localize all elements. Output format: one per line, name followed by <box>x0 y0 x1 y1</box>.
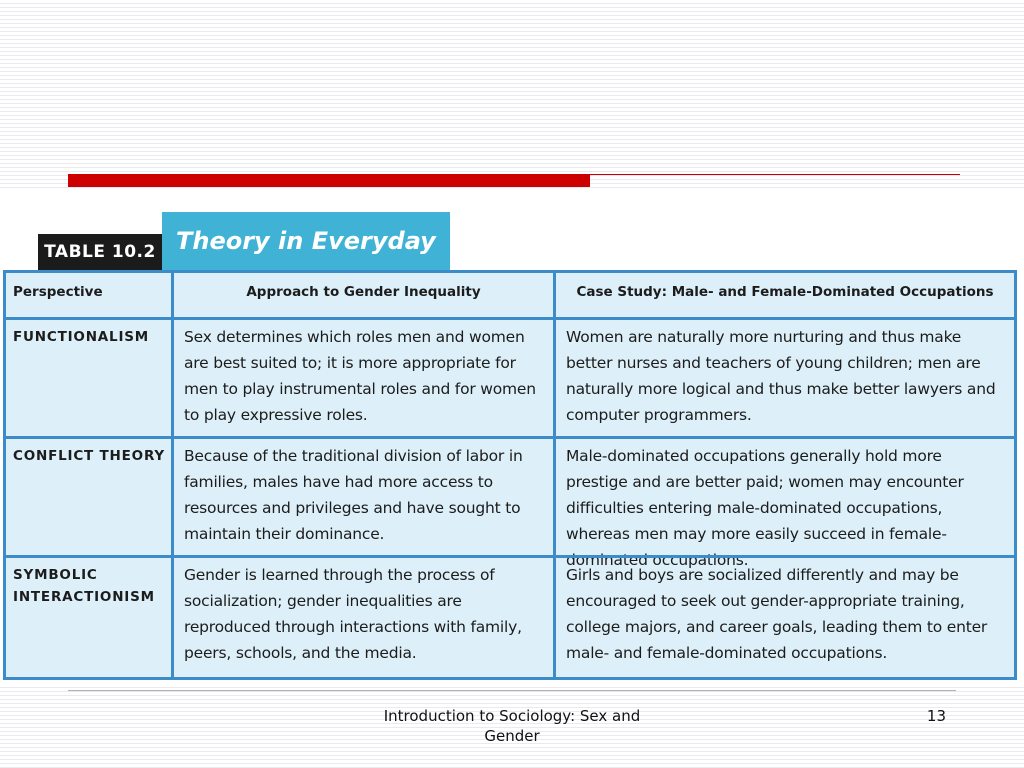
title-accent-line <box>590 174 960 175</box>
title-accent-bar <box>68 174 590 187</box>
footer-title: Introduction to Sociology: Sex and Gender <box>383 707 641 745</box>
header-perspective: Perspective <box>13 284 103 300</box>
row-case-study: Male-dominated occupations generally hold more prestige and are better paid; women may encounter difficulties entering male-dominated occupations, whereas men may more easily succeed in female-dominated occupations. <box>553 436 1014 558</box>
theory-table <box>3 270 1017 680</box>
header-case-study: Case Study: Male- and Female-Dominated Occupations <box>553 270 1014 320</box>
header-approach: Approach to Gender Inequality <box>171 270 553 320</box>
row-perspective: FUNCTIONALISM <box>3 317 171 439</box>
table-number-label: TABLE 10.2 <box>38 234 162 270</box>
row-approach: Sex determines which roles men and women are best suited to; it is more appropriate for men to play instrumental roles and for women to play expressive roles. <box>171 317 553 439</box>
row-case-study: Girls and boys are socialized differently and may be encouraged to seek out gender-appropriate training, college majors, and career goals, leading them to enter male- and female-dominated occupations. <box>553 555 1014 677</box>
row-case-study: Women are naturally more nurturing and thus make better nurses and teachers of young children; men are naturally more logical and thus make better lawyers and computer programmers. <box>553 317 1014 439</box>
row-perspective: CONFLICT THEORY <box>3 436 171 558</box>
table-title: Theory in Everyday <box>162 212 450 270</box>
row-approach: Gender is learned through the process of socialization; gender inequalities are reproduced through interactions with family, peers, schools, and the media. <box>171 555 553 677</box>
row-perspective: SYMBOLIC INTERACTIONISM <box>3 555 171 677</box>
page-number: 13 <box>926 707 946 725</box>
row-approach: Because of the traditional division of labor in families, males have had more access to resources and privileges and have sought to maintain their dominance. <box>171 436 553 558</box>
footer-divider <box>68 690 956 691</box>
